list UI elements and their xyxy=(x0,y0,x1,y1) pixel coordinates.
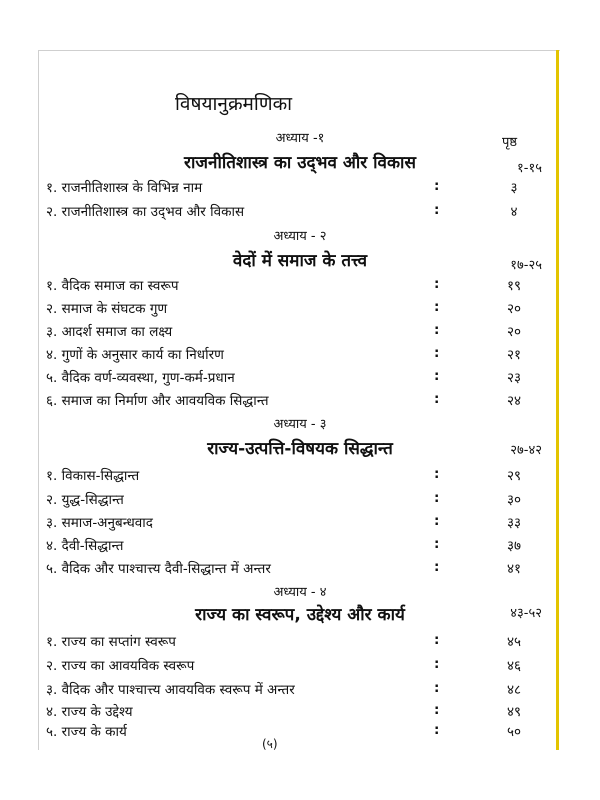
toc-entry-label: ३. आदर्श समाज का लक्ष्य xyxy=(46,324,173,340)
toc-entry-page: ३३ xyxy=(506,515,522,531)
chapter-label: अध्याय - २ xyxy=(273,229,327,244)
chapter-title: राज्य-उत्पत्ति-विषयक सिद्धान्त xyxy=(207,439,393,459)
toc-entry-label: ५. राज्य के कार्य xyxy=(46,724,127,740)
toc-entry-label: ४. गुणों के अनुसार कार्य का निर्धारण xyxy=(46,347,224,363)
toc-entry xyxy=(46,656,546,678)
toc-entry-label: ५. वैदिक और पाश्चात्त्य दैवी-सिद्धान्त में अन्तर xyxy=(46,561,271,577)
toc-entry xyxy=(46,702,546,724)
toc-separator: : xyxy=(434,322,440,338)
page-top-rule xyxy=(38,50,560,51)
toc-entry-page: ५० xyxy=(506,724,522,740)
toc-entry-page: २० xyxy=(506,301,522,317)
toc-separator: : xyxy=(434,299,440,315)
toc-entry-page: ४६ xyxy=(506,658,522,674)
toc-entry xyxy=(46,345,546,367)
toc-entry-label: ३. समाज-अनुबन्धवाद xyxy=(46,515,153,531)
page-number-footer: (५) xyxy=(262,737,278,751)
toc-entry xyxy=(46,536,546,558)
toc-entry xyxy=(46,299,546,321)
toc-entry-page: १९ xyxy=(506,278,522,294)
toc-separator: : xyxy=(434,536,440,552)
toc-entry-label: १. वैदिक समाज का स्वरूप xyxy=(46,278,179,294)
toc-entry-label: ५. वैदिक वर्ण-व्यवस्था, गुण-कर्म-प्रधान xyxy=(46,370,235,386)
toc-entry xyxy=(46,276,546,298)
toc-entry-page: ४९ xyxy=(506,704,522,720)
toc-separator: : xyxy=(434,722,440,738)
chapter-label: अध्याय - ३ xyxy=(273,417,327,432)
chapter-page-range: २७-४२ xyxy=(510,443,542,458)
chapter-page-range: १-१५ xyxy=(517,161,542,176)
toc-entry-page: २९ xyxy=(506,468,522,484)
chapter-label: अध्याय -१ xyxy=(275,131,325,146)
chapter-title: राजनीतिशास्त्र का उद्‌भव और विकास xyxy=(184,153,416,173)
chapter-label: अध्याय - ४ xyxy=(273,585,327,600)
toc-entry-label: २. समाज के संघटक गुण xyxy=(46,301,168,317)
toc-entry xyxy=(46,722,546,744)
toc-separator: : xyxy=(434,513,440,529)
toc-entry-page: ४५ xyxy=(506,634,522,650)
toc-separator: : xyxy=(434,680,440,696)
toc-entry xyxy=(46,680,546,702)
toc-entry-page: ३० xyxy=(506,492,522,508)
page-title: विषयानुक्रमणिका xyxy=(175,93,293,115)
toc-entry xyxy=(46,559,546,581)
toc-entry-label: ४. राज्य के उद्देश्य xyxy=(46,704,133,720)
toc-entry-page: ४१ xyxy=(506,561,522,577)
toc-separator: : xyxy=(434,466,440,482)
toc-separator: : xyxy=(434,276,440,292)
toc-separator: : xyxy=(434,490,440,506)
toc-entry-label: १. विकास-सिद्धान्त xyxy=(46,468,140,484)
toc-entry xyxy=(46,490,546,512)
toc-entry-label: १. राजनीतिशास्त्र के विभिन्न नाम xyxy=(46,180,203,196)
toc-entry-label: ३. वैदिक और पाश्चात्त्य आवयविक स्वरूप में अन्तर xyxy=(46,682,295,698)
chapter-title: वेदों में समाज के तत्त्व xyxy=(232,251,368,271)
toc-entry xyxy=(46,466,546,488)
toc-entry-label: २. युद्ध-सिद्धान्त xyxy=(46,492,124,508)
toc-separator: : xyxy=(434,702,440,718)
toc-entry xyxy=(46,368,546,390)
toc-separator: : xyxy=(434,632,440,648)
chapter-title: राज्य का स्वरूप, उद्देश्य और कार्य xyxy=(195,605,405,625)
toc-entry-label: ४. दैवी-सिद्धान्त xyxy=(46,538,124,554)
toc-separator: : xyxy=(434,345,440,361)
toc-entry-label: २. राजनीतिशास्त्र का उद्‌भव और विकास xyxy=(46,204,245,220)
toc-entry-page: २० xyxy=(506,324,522,340)
toc-entry-label: ६. समाज का निर्माण और आवयविक सिद्धान्त xyxy=(46,393,269,409)
toc-separator: : xyxy=(434,559,440,575)
toc-entry-label: २. राज्य का आवयविक स्वरूप xyxy=(46,658,195,674)
toc-entry xyxy=(46,513,546,535)
toc-entry xyxy=(46,202,546,224)
toc-entry-page: २४ xyxy=(506,393,522,409)
toc-entry xyxy=(46,391,546,413)
page-column-header: पृष्ठ xyxy=(502,135,518,150)
chapter-page-range: १७-२५ xyxy=(510,258,542,273)
toc-separator: : xyxy=(434,202,440,218)
toc-entry-page: ४८ xyxy=(506,682,522,698)
toc-entry xyxy=(46,322,546,344)
toc-separator: : xyxy=(434,656,440,672)
toc-entry-page: ३७ xyxy=(506,538,522,554)
toc-separator: : xyxy=(434,178,440,194)
toc-entry-page: २१ xyxy=(506,347,522,363)
toc-separator: : xyxy=(434,391,440,407)
toc-entry xyxy=(46,178,546,200)
toc-separator: : xyxy=(434,368,440,384)
toc-entry-label: १. राज्य का सप्तांग स्वरूप xyxy=(46,634,176,650)
toc-entry-page: ३ xyxy=(510,180,518,196)
toc-entry xyxy=(46,632,546,654)
toc-entry-page: २३ xyxy=(506,370,522,386)
chapter-page-range: ४३-५२ xyxy=(510,606,542,621)
toc-entry-page: ४ xyxy=(510,204,518,220)
